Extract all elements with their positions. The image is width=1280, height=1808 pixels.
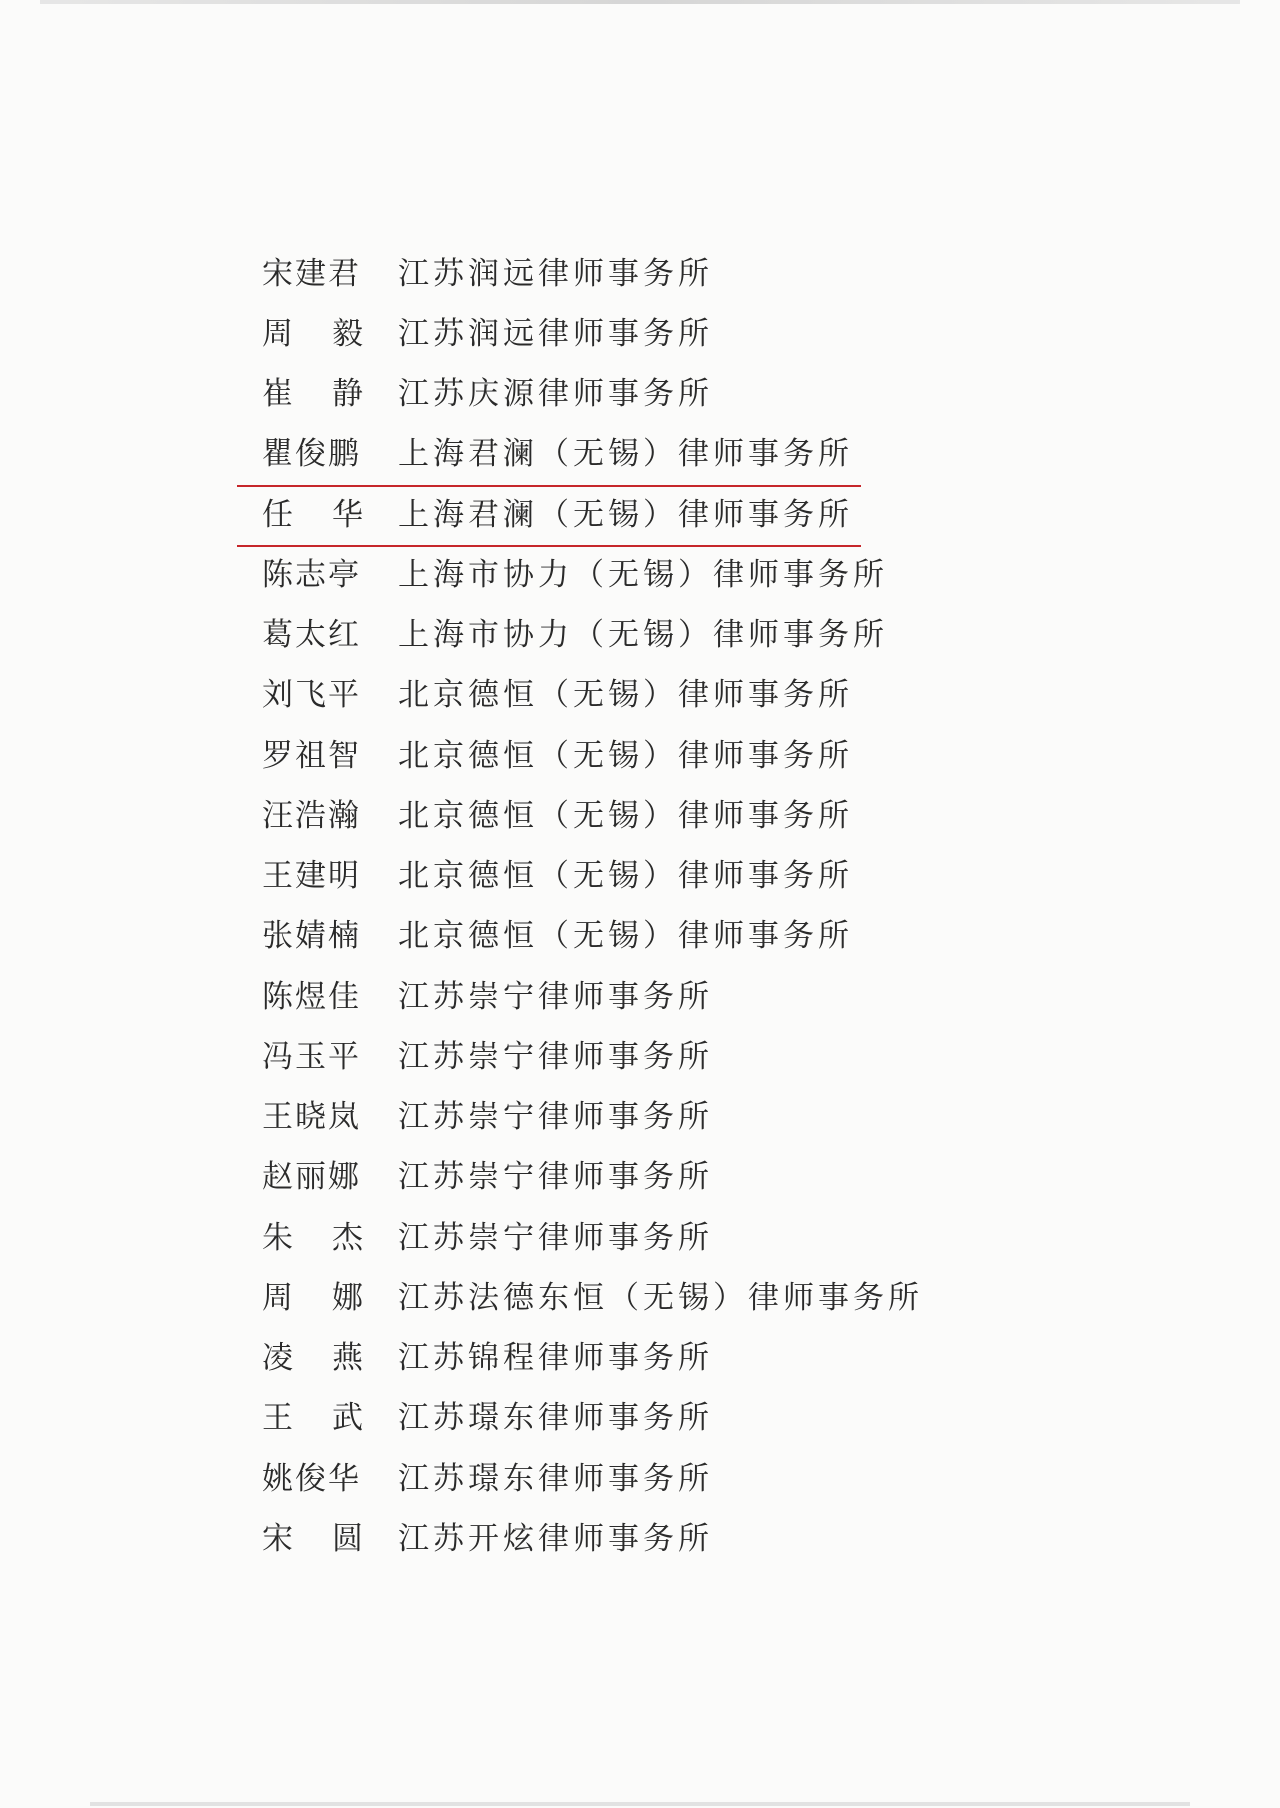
list-item [262, 843, 1222, 903]
lawyer-name: 周 娜 [262, 1279, 365, 1316]
law-firm: 江苏润远律师事务所 [398, 315, 713, 352]
law-firm: 江苏璟东律师事务所 [398, 1460, 713, 1497]
list-item [262, 481, 1222, 541]
lawyer-list [262, 240, 1222, 1566]
law-firm: 上海市协力（无锡）律师事务所 [398, 556, 888, 593]
list-item [262, 1023, 1222, 1083]
scan-edge-bottom [90, 1802, 1190, 1806]
law-firm: 江苏崇宁律师事务所 [398, 1099, 713, 1136]
lawyer-name: 凌 燕 [262, 1340, 365, 1377]
law-firm: 北京德恒（无锡）律师事务所 [398, 737, 853, 774]
list-item [262, 963, 1222, 1023]
lawyer-name: 汪浩瀚 [262, 797, 361, 834]
list-item [262, 1144, 1222, 1204]
list-item [262, 662, 1222, 722]
list-item [262, 602, 1222, 662]
lawyer-name: 赵丽娜 [262, 1159, 361, 1196]
law-firm: 江苏开炫律师事务所 [398, 1520, 713, 1557]
lawyer-name: 王建明 [262, 858, 361, 895]
lawyer-name: 王晓岚 [262, 1099, 361, 1136]
list-item [262, 1204, 1222, 1264]
law-firm: 上海君澜（无锡）律师事务所 [398, 436, 853, 473]
lawyer-name: 宋 圆 [262, 1520, 365, 1557]
lawyer-name: 崔 静 [262, 376, 365, 413]
lawyer-name: 姚俊华 [262, 1460, 361, 1497]
law-firm: 北京德恒（无锡）律师事务所 [398, 918, 853, 955]
list-item [262, 1264, 1222, 1324]
list-item [262, 722, 1222, 782]
lawyer-name: 张婧楠 [262, 918, 361, 955]
list-item [262, 1505, 1222, 1565]
lawyer-name: 王 武 [262, 1400, 365, 1437]
law-firm: 北京德恒（无锡）律师事务所 [398, 677, 853, 714]
law-firm: 北京德恒（无锡）律师事务所 [398, 858, 853, 895]
list-item [262, 903, 1222, 963]
list-item [262, 1084, 1222, 1144]
law-firm: 江苏锦程律师事务所 [398, 1340, 713, 1377]
list-item [262, 541, 1222, 601]
lawyer-name: 朱 杰 [262, 1219, 365, 1256]
law-firm: 江苏崇宁律师事务所 [398, 1038, 713, 1075]
law-firm: 江苏崇宁律师事务所 [398, 978, 713, 1015]
lawyer-name: 周 毅 [262, 315, 365, 352]
list-item [262, 1325, 1222, 1385]
law-firm: 江苏法德东恒（无锡）律师事务所 [398, 1279, 923, 1316]
law-firm: 上海市协力（无锡）律师事务所 [398, 617, 888, 654]
lawyer-name: 刘飞平 [262, 677, 361, 714]
lawyer-name: 冯玉平 [262, 1038, 361, 1075]
scan-edge-top [40, 0, 1240, 4]
lawyer-name: 宋建君 [262, 255, 361, 292]
lawyer-name: 任 华 [262, 496, 365, 533]
lawyer-name: 陈志亭 [262, 556, 361, 593]
law-firm: 江苏崇宁律师事务所 [398, 1159, 713, 1196]
list-item [262, 361, 1222, 421]
law-firm: 北京德恒（无锡）律师事务所 [398, 797, 853, 834]
lawyer-name: 瞿俊鹏 [262, 436, 361, 473]
lawyer-name: 葛太红 [262, 617, 361, 654]
list-item [262, 1385, 1222, 1445]
law-firm: 江苏崇宁律师事务所 [398, 1219, 713, 1256]
list-item [262, 240, 1222, 300]
lawyer-name: 陈煜佳 [262, 978, 361, 1015]
list-item [262, 421, 1222, 481]
law-firm: 上海君澜（无锡）律师事务所 [398, 496, 853, 533]
list-item [262, 1445, 1222, 1505]
list-item [262, 300, 1222, 360]
law-firm: 江苏璟东律师事务所 [398, 1400, 713, 1437]
lawyer-name: 罗祖智 [262, 737, 361, 774]
law-firm: 江苏润远律师事务所 [398, 255, 713, 292]
law-firm: 江苏庆源律师事务所 [398, 376, 713, 413]
list-item [262, 782, 1222, 842]
